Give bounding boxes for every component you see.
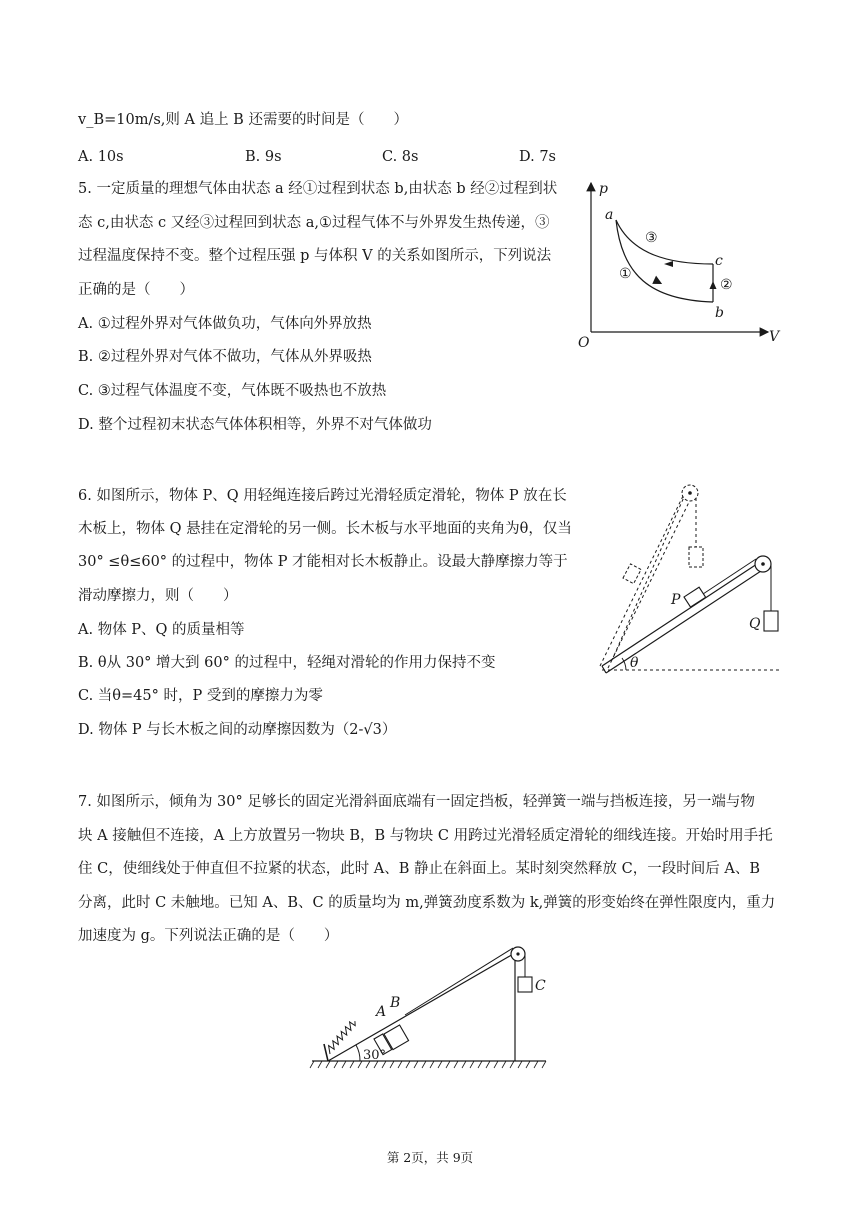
- q6-option-a: A. 物体 P、Q 的质量相等: [78, 622, 245, 638]
- origin-label: O: [578, 335, 590, 351]
- q5-option-d: D. 整个过程初末状态气体体积相等，外界不对气体做功: [78, 417, 432, 433]
- block-q-dashed: [689, 547, 703, 567]
- board-dashed: [600, 488, 696, 668]
- block-c: [518, 977, 532, 992]
- q7-stem-line: 块 A 接触但不连接，A 上方放置另一物块 B，B 与物块 C 用跨过光滑轻质定滑轮的细线连接。开始时用手托: [78, 828, 773, 844]
- barrier: [324, 1044, 328, 1061]
- label-p: P: [671, 592, 681, 608]
- v-axis-label: V: [769, 329, 780, 345]
- point-b-label: b: [715, 305, 724, 321]
- pulley-axle-icon: [688, 491, 692, 495]
- q4-option-d: D. 7s: [519, 149, 556, 165]
- label-theta: θ: [630, 655, 639, 671]
- block-p-dashed: [623, 564, 641, 584]
- pulley-incline-diagram: [592, 480, 792, 680]
- spring-icon: [321, 1019, 363, 1054]
- q5-stem-line: 正确的是（ ）: [78, 282, 194, 298]
- q6-option-d: D. 物体 P 与长木板之间的动摩擦因数为（2-√3）: [78, 722, 397, 738]
- arrow-icon: [710, 281, 717, 289]
- q5-stem-line: 过程温度保持不变。整个过程压强 p 与体积 V 的关系如图所示，下列说法: [78, 248, 552, 264]
- rope: [405, 948, 513, 1015]
- point-a-label: a: [605, 207, 614, 223]
- q7-stem-line: 7. 如图所示，倾角为 30° 足够长的固定光滑斜面底端有一固定挡板，轻弹簧一端与挡板连接，另一端与物: [78, 794, 755, 810]
- q7-stem-line: 加速度为 g。下列说法正确的是（ ）: [78, 928, 339, 944]
- q6-option-c: C. 当θ=45° 时，P 受到的摩擦力为零: [78, 688, 323, 704]
- pv-diagram: [570, 175, 790, 355]
- process-3-label: ③: [645, 230, 658, 246]
- q4-option-c: C. 8s: [382, 149, 419, 165]
- arrow-icon: [664, 261, 673, 267]
- q6-stem-line: 滑动摩擦力，则（ ）: [78, 588, 238, 604]
- q7-stem-line: 分离，此时 C 未触地。已知 A、B、C 的质量均为 m,弹簧劲度系数为 k,弹簧的形变始终在弹性限度内，重力: [78, 895, 776, 911]
- label-a: A: [376, 1004, 387, 1020]
- page-footer: 第 2页，共 9页: [386, 1150, 474, 1165]
- label-angle: 30°: [363, 1048, 387, 1063]
- q5-option-c: C. ③过程气体温度不变，气体既不吸热也不放热: [78, 383, 387, 399]
- incline: [328, 953, 515, 1061]
- p-axis-label: p: [599, 181, 608, 197]
- block-p: [684, 587, 706, 607]
- pulley-axle-icon: [761, 562, 765, 566]
- ground-hatch: [310, 1061, 546, 1068]
- process-3-curve: [616, 220, 713, 264]
- process-1-label: ①: [619, 266, 632, 282]
- process-2-label: ②: [720, 277, 733, 293]
- q7-stem-line: 住 C，使细线处于伸直但不拉紧的状态，此时 A、B 静止在斜面上。某时刻突然释放 C，一段时间后 A、B: [78, 861, 760, 877]
- q5-stem-line: 5. 一定质量的理想气体由状态 a 经①过程到状态 b,由状态 b 经②过程到状: [78, 181, 558, 197]
- point-c-label: c: [715, 253, 723, 269]
- q6-option-b: B. θ从 30° 增大到 60° 的过程中，轻绳对滑轮的作用力保持不变: [78, 655, 496, 671]
- pulley-axle-icon: [516, 952, 519, 955]
- angle-arc: [356, 1045, 360, 1061]
- spring-incline-diagram: [310, 940, 550, 1072]
- q6-stem-line: 木板上，物体 Q 悬挂在定滑轮的另一侧。长木板与水平地面的夹角为θ，仅当: [78, 521, 572, 537]
- q6-stem-line: 30° ≤θ≤60° 的过程中，物体 P 才能相对长木板静止。设最大静摩擦力等于: [78, 554, 568, 570]
- q4-option-b: B. 9s: [245, 149, 282, 165]
- q5-option-a: A. ①过程外界对气体做负功，气体向外界放热: [78, 316, 372, 332]
- q6-stem-line: 6. 如图所示，物体 P、Q 用轻绳连接后跨过光滑轻质定滑轮，物体 P 放在长: [78, 488, 567, 504]
- label-q: Q: [749, 616, 761, 632]
- arrow-icon: [652, 276, 664, 288]
- rope: [700, 559, 756, 596]
- q5-option-b: B. ②过程外界对气体不做功，气体从外界吸热: [78, 349, 372, 365]
- label-b: B: [390, 995, 401, 1011]
- q4-stem-tail: v_B=10m/s,则 A 追上 B 还需要的时间是（ ）: [78, 112, 408, 128]
- q4-option-a: A. 10s: [78, 149, 124, 165]
- block-q: [764, 611, 778, 631]
- process-1-curve: [616, 220, 713, 302]
- q5-stem-line: 态 c,由状态 c 又经③过程回到状态 a,①过程气体不与外界发生热传递，③: [78, 215, 550, 231]
- label-c: C: [535, 978, 546, 994]
